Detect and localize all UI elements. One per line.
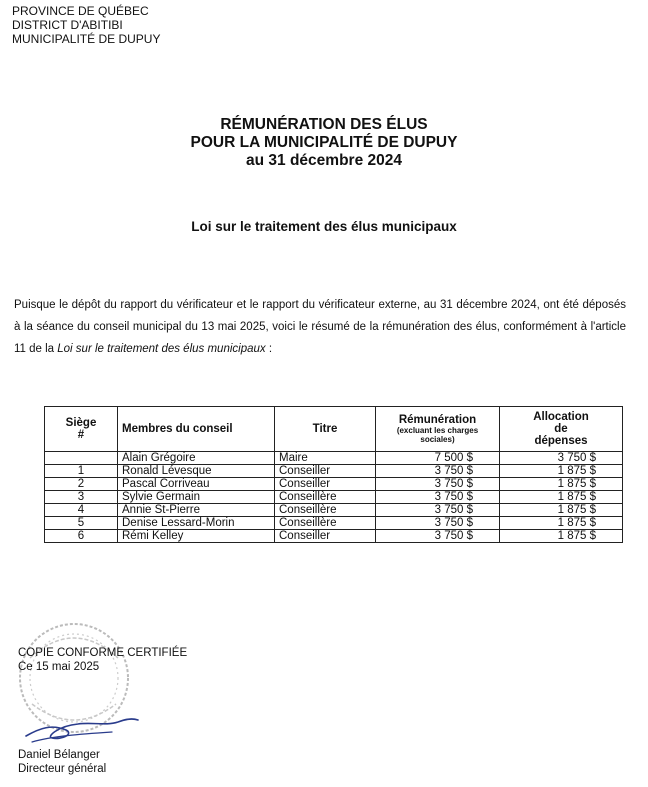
cell-name: Alain Grégoire	[118, 452, 275, 465]
header-pay	[376, 407, 500, 452]
table-row	[45, 478, 623, 491]
header-allow-1: Allocation	[533, 411, 589, 423]
cell-seat: 3	[45, 491, 118, 504]
certification-label: COPIE CONFORME CERTIFIÉE	[18, 647, 188, 659]
table-row	[45, 465, 623, 478]
certification-date: Ce 15 mai 2025	[18, 661, 100, 673]
cell-allowance: 1 875 $	[500, 465, 623, 478]
cell-allowance: 1 875 $	[500, 530, 623, 543]
table-row	[45, 452, 623, 465]
handwritten-signature	[22, 706, 142, 750]
header-title: Titre	[275, 407, 376, 452]
intro-text: Puisque le dépôt du rapport du vérificateur et le rapport du vérificateur externe, au 31 décembre 2024, ont été déposés à la séance du conseil municipal du 13 mai 2025, voici le résumé de la rémunération des élus, conformément à l'article 11 de la	[14, 299, 626, 355]
intro-paragraph	[14, 294, 626, 360]
cell-seat: 5	[45, 517, 118, 530]
table-body	[45, 452, 623, 543]
cell-name: Rémi Kelley	[118, 530, 275, 543]
cell-title: Maire	[275, 452, 376, 465]
cell-title: Conseiller	[275, 478, 376, 491]
header-district: DISTRICT D'ABITIBI	[12, 18, 123, 32]
signer-role: Directeur général	[18, 763, 107, 775]
cell-allowance: 3 750 $	[500, 452, 623, 465]
cell-title: Conseillère	[275, 491, 376, 504]
header-member: Membres du conseil	[118, 407, 275, 452]
cell-pay: 3 750 $	[376, 491, 500, 504]
header-seat-label: Siège	[65, 417, 97, 429]
signer-name: Daniel Bélanger	[18, 749, 100, 761]
cell-pay: 3 750 $	[376, 504, 500, 517]
cell-pay: 3 750 $	[376, 465, 500, 478]
table-header-row	[45, 407, 623, 452]
cell-pay: 3 750 $	[376, 530, 500, 543]
title-line-1: RÉMUNÉRATION DES ÉLUS	[220, 116, 428, 133]
cell-title: Conseillère	[275, 504, 376, 517]
cell-seat: 6	[45, 530, 118, 543]
signer-block	[18, 748, 106, 776]
cell-title: Conseiller	[275, 530, 376, 543]
cell-allowance: 1 875 $	[500, 517, 623, 530]
cell-name: Sylvie Germain	[118, 491, 275, 504]
document-title	[0, 116, 648, 170]
header-seat-sub: #	[77, 429, 85, 441]
cell-allowance: 1 875 $	[500, 478, 623, 491]
table-row	[45, 491, 623, 504]
cell-name: Annie St-Pierre	[118, 504, 275, 517]
header-pay-label: Rémunération	[398, 414, 477, 426]
header-seat	[45, 407, 118, 452]
intro-end: :	[265, 343, 273, 355]
header-allowance	[500, 407, 623, 452]
document-header	[12, 4, 160, 46]
cell-name: Ronald Lévesque	[118, 465, 275, 478]
header-allow-3: dépenses	[534, 435, 588, 447]
header-municipality: MUNICIPALITÉ DE DUPUY	[12, 32, 161, 46]
header-allow-2: de	[554, 423, 568, 435]
cell-seat: 2	[45, 478, 118, 491]
cell-name: Denise Lessard-Morin	[118, 517, 275, 530]
cell-title: Conseiller	[275, 465, 376, 478]
title-line-3: au 31 décembre 2024	[246, 152, 402, 169]
table-row	[45, 517, 623, 530]
cell-pay: 3 750 $	[376, 478, 500, 491]
table-row	[45, 504, 623, 517]
header-province: PROVINCE DE QUÉBEC	[12, 4, 149, 18]
table-row	[45, 530, 623, 543]
cell-seat: 1	[45, 465, 118, 478]
cell-name: Pascal Corriveau	[118, 478, 275, 491]
cell-seat: 4	[45, 504, 118, 517]
document-subtitle: Loi sur le traitement des élus municipaux	[191, 219, 457, 234]
cell-title: Conseillère	[275, 517, 376, 530]
cell-pay: 7 500 $	[376, 452, 500, 465]
header-pay-sub: (excluant les charges sociales)	[396, 426, 479, 444]
law-reference: Loi sur le traitement des élus municipaux	[57, 343, 266, 355]
remuneration-table	[44, 406, 623, 543]
cell-pay: 3 750 $	[376, 517, 500, 530]
title-line-2: POUR LA MUNICIPALITÉ DE DUPUY	[190, 134, 458, 151]
certification-block	[18, 646, 187, 674]
cell-seat	[45, 452, 118, 465]
cell-allowance: 1 875 $	[500, 504, 623, 517]
cell-allowance: 1 875 $	[500, 491, 623, 504]
